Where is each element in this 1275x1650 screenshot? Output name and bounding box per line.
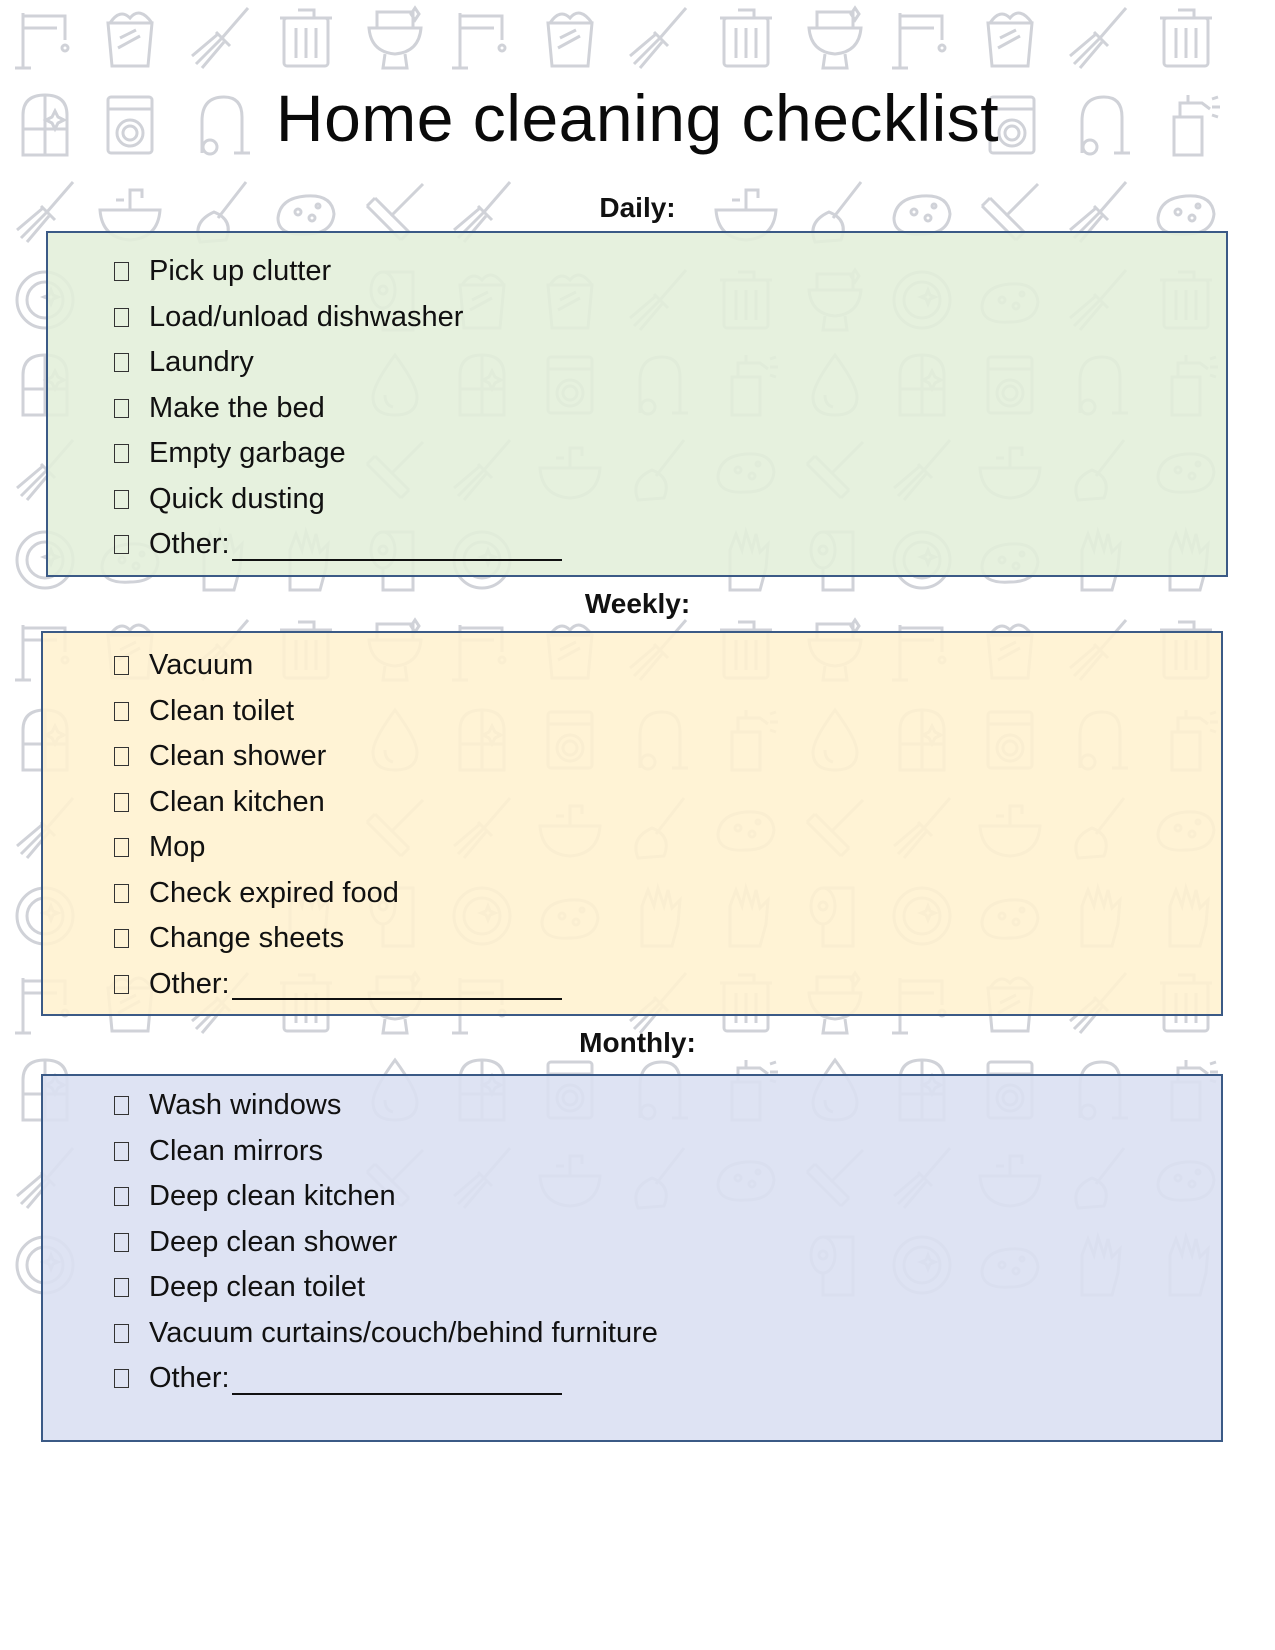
checkbox[interactable] <box>114 884 129 903</box>
weekly-heading: Weekly: <box>584 588 691 619</box>
list-item <box>114 295 562 341</box>
checkbox[interactable] <box>114 1278 129 1297</box>
list-item <box>114 1129 658 1175</box>
task-label: Wash windows <box>149 1089 342 1122</box>
checkbox[interactable] <box>114 535 129 554</box>
task-label: Vacuum <box>149 649 254 682</box>
list-item <box>114 249 562 295</box>
list-item-other <box>114 1356 658 1402</box>
checkbox[interactable] <box>114 838 129 857</box>
checkbox[interactable] <box>114 1142 129 1161</box>
pattern-row-1 <box>15 8 1212 68</box>
daily-task-list <box>114 249 562 568</box>
task-label: Laundry <box>149 346 254 379</box>
list-item <box>114 1220 658 1266</box>
list-item <box>114 643 562 689</box>
checkbox[interactable] <box>114 1187 129 1206</box>
task-label: Pick up clutter <box>149 255 332 288</box>
list-item-other <box>114 522 562 568</box>
page-title: Home cleaning checklist <box>275 81 1000 155</box>
task-label: Vacuum curtains/couch/behind furniture <box>149 1316 658 1349</box>
checkbox[interactable] <box>114 444 129 463</box>
list-item <box>114 431 562 477</box>
task-label: Deep clean toilet <box>149 1271 366 1304</box>
task-label: Clean shower <box>149 740 327 773</box>
monthly-task-list <box>114 1083 658 1402</box>
list-item <box>114 916 562 962</box>
checkbox[interactable] <box>114 975 129 994</box>
checkbox[interactable] <box>114 702 129 721</box>
list-item <box>114 1311 658 1357</box>
checkbox[interactable] <box>114 1369 129 1388</box>
list-item <box>114 734 562 780</box>
task-label: Clean toilet <box>149 694 295 727</box>
checkbox[interactable] <box>114 793 129 812</box>
weekly-task-list <box>114 643 562 1007</box>
checkbox[interactable] <box>114 1233 129 1252</box>
task-label: Clean mirrors <box>149 1134 324 1167</box>
list-item <box>114 340 562 386</box>
checkbox[interactable] <box>114 656 129 675</box>
checkbox[interactable] <box>114 747 129 766</box>
checkbox[interactable] <box>114 262 129 281</box>
list-item <box>114 1265 658 1311</box>
task-label: Mop <box>149 831 206 864</box>
task-label: Other: <box>149 528 230 561</box>
task-label: Clean kitchen <box>149 785 325 818</box>
other-blank-line[interactable] <box>232 968 562 1000</box>
list-item <box>114 825 562 871</box>
task-label: Load/unload dishwasher <box>149 300 464 333</box>
checkbox[interactable] <box>114 399 129 418</box>
checkbox[interactable] <box>114 308 129 327</box>
other-blank-line[interactable] <box>232 529 562 561</box>
list-item <box>114 477 562 523</box>
checkbox[interactable] <box>114 929 129 948</box>
list-item <box>114 386 562 432</box>
list-item <box>114 780 562 826</box>
task-label: Empty garbage <box>149 437 346 470</box>
checkbox[interactable] <box>114 1096 129 1115</box>
task-label: Check expired food <box>149 876 399 909</box>
list-item-other <box>114 962 562 1008</box>
task-label: Deep clean kitchen <box>149 1180 396 1213</box>
task-label: Other: <box>149 1362 230 1395</box>
other-blank-line[interactable] <box>232 1363 562 1395</box>
checkbox[interactable] <box>114 1324 129 1343</box>
daily-heading: Daily: <box>599 192 676 223</box>
list-item <box>114 1083 658 1129</box>
checkbox[interactable] <box>114 490 129 509</box>
task-label: Other: <box>149 967 230 1000</box>
task-label: Deep clean shower <box>149 1225 398 1258</box>
list-item <box>114 689 562 735</box>
checkbox[interactable] <box>114 353 129 372</box>
list-item <box>114 871 562 917</box>
task-label: Quick dusting <box>149 482 325 515</box>
monthly-heading: Monthly: <box>579 1027 696 1058</box>
task-label: Change sheets <box>149 922 345 955</box>
list-item <box>114 1174 658 1220</box>
task-label: Make the bed <box>149 391 325 424</box>
